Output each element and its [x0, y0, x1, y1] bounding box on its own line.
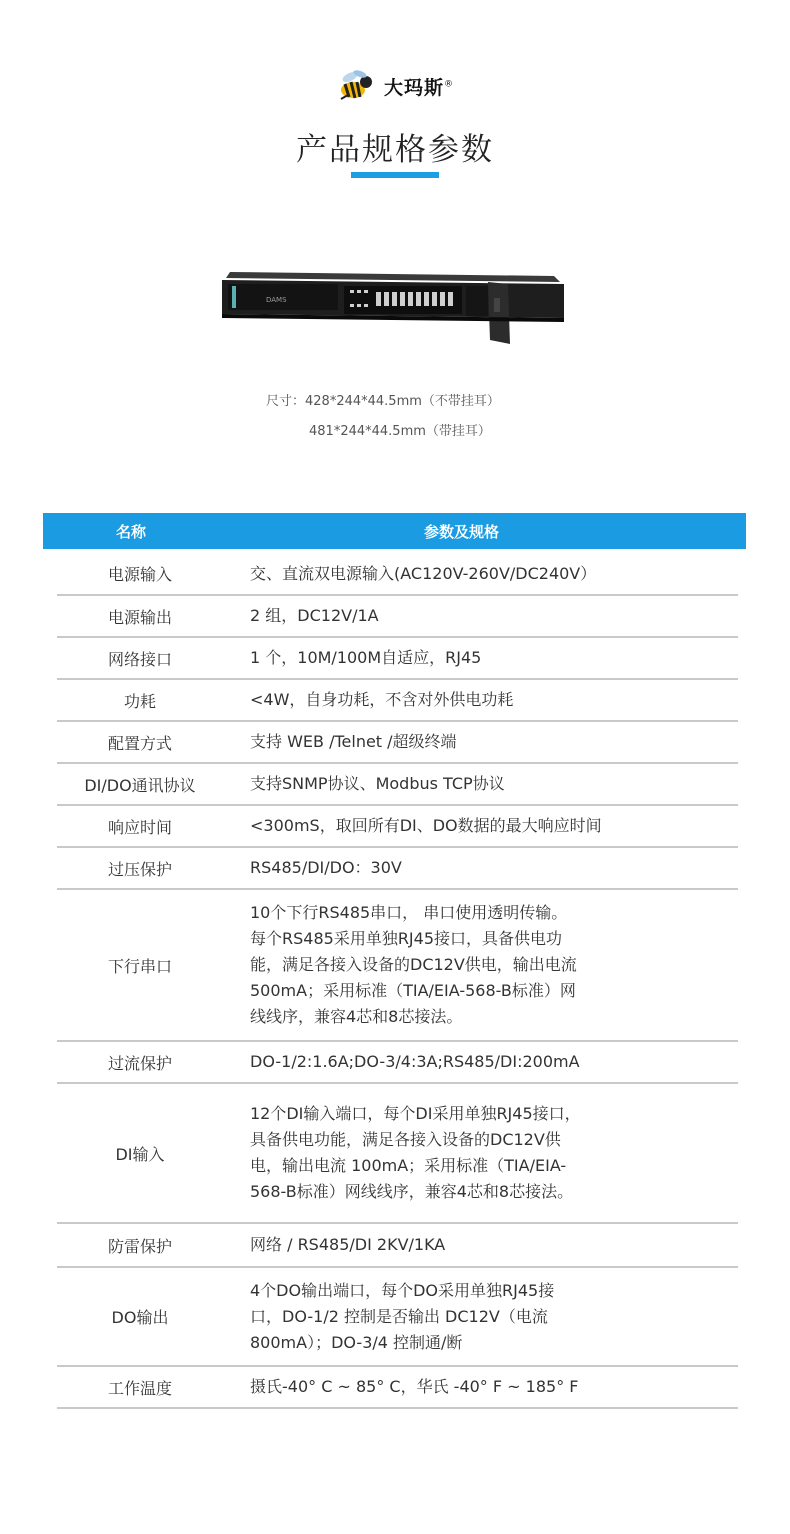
table-row [57, 680, 738, 722]
row-spec: 2 组，DC12V/1A [250, 606, 379, 625]
row-name: 配置方式 [107, 733, 172, 753]
row-name: 过流保护 [107, 1053, 172, 1073]
device-image [218, 268, 572, 352]
row-name: 工作温度 [107, 1378, 172, 1398]
bee-logo-icon [336, 69, 380, 103]
table-row [57, 1084, 738, 1224]
dimension-line-2: 481*244*44.5mm（带挂耳） [309, 424, 491, 439]
dimension-line-1: 尺寸：428*244*44.5mm（不带挂耳） [266, 394, 500, 409]
row-spec: 支持 WEB /Telnet /超级终端 [250, 732, 457, 751]
table-row [57, 1268, 738, 1367]
row-spec: 网络 / RS485/DI 2KV/1KA [250, 1235, 446, 1254]
row-spec: 摄氏-40° C ~ 85° C，华氏 -40° F ~ 185° F [250, 1377, 579, 1396]
row-spec: 1 个，10M/100M自适应，RJ45 [250, 648, 482, 667]
title-underline [351, 172, 439, 178]
row-spec: 10个下行RS485串口， 串口使用透明传输。 每个RS485采用单独RJ45接口，具备供电功 能，满足各接入设备的DC12V供电，输出电流 500mA；采用标准（TIA/EIA-568-B标准）网 线线序，兼容4芯和8芯接法。 [250, 903, 577, 1026]
brand-header [0, 68, 790, 104]
row-name: DO输出 [111, 1308, 169, 1327]
row-name: 电源输出 [107, 607, 172, 627]
table-row [57, 764, 738, 806]
row-spec: 12个DI输入端口，每个DI采用单独RJ45接口， 具备供电功能，满足各接入设备的DC12V供 电，输出电流 100mA；采用标准（TIA/EIA- 568-B标准）网线线序，兼容4芯和8芯接法。 [250, 1104, 581, 1201]
row-name: 功耗 [123, 691, 156, 711]
table-row [57, 638, 738, 680]
row-spec: RS485/DI/DO：30V [250, 858, 402, 877]
row-name: 防雷保护 [107, 1236, 172, 1256]
row-spec: <4W，自身功耗，不含对外供电功耗 [250, 690, 514, 709]
row-name: 响应时间 [107, 817, 172, 837]
table-row [57, 806, 738, 848]
table-row [57, 1367, 738, 1409]
row-name: 过压保护 [107, 859, 172, 879]
row-spec: 4个DO输出端口，每个DO采用单独RJ45接 口，DO-1/2 控制是否输出 DC12V（电流 800mA）；DO-3/4 控制通/断 [250, 1280, 555, 1352]
table-row [57, 596, 738, 638]
brand-name: 大玛斯® [383, 76, 454, 99]
row-name: 电源输入 [107, 565, 172, 584]
row-spec: <300mS，取回所有DI、DO数据的最大响应时间 [250, 816, 602, 835]
table-row [57, 848, 738, 890]
table-row [57, 722, 738, 764]
row-name: 网络接口 [107, 649, 172, 669]
row-name: 下行串口 [107, 956, 172, 976]
spec-table-body [57, 553, 738, 1409]
spec-table-header [43, 513, 746, 549]
header-spec: 参数及规格 [423, 522, 499, 541]
row-spec: 交、直流双电源输入(AC120V-260V/DC240V） [250, 563, 597, 583]
row-name: DI/DO通讯协议 [84, 775, 196, 795]
row-name: DI输入 [115, 1144, 165, 1164]
svg-text:DAMS: DAMS [266, 296, 287, 304]
table-row [57, 1224, 738, 1268]
row-spec: DO-1/2:1.6A;DO-3/4:3A;RS485/DI:200mA [250, 1052, 580, 1071]
table-row [57, 1042, 738, 1084]
row-spec: 支持SNMP协议、Modbus TCP协议 [250, 774, 505, 793]
page-title: 产品规格参数 [296, 132, 494, 168]
table-row [57, 890, 738, 1042]
header-name: 名称 [115, 522, 146, 541]
table-row [57, 553, 738, 596]
